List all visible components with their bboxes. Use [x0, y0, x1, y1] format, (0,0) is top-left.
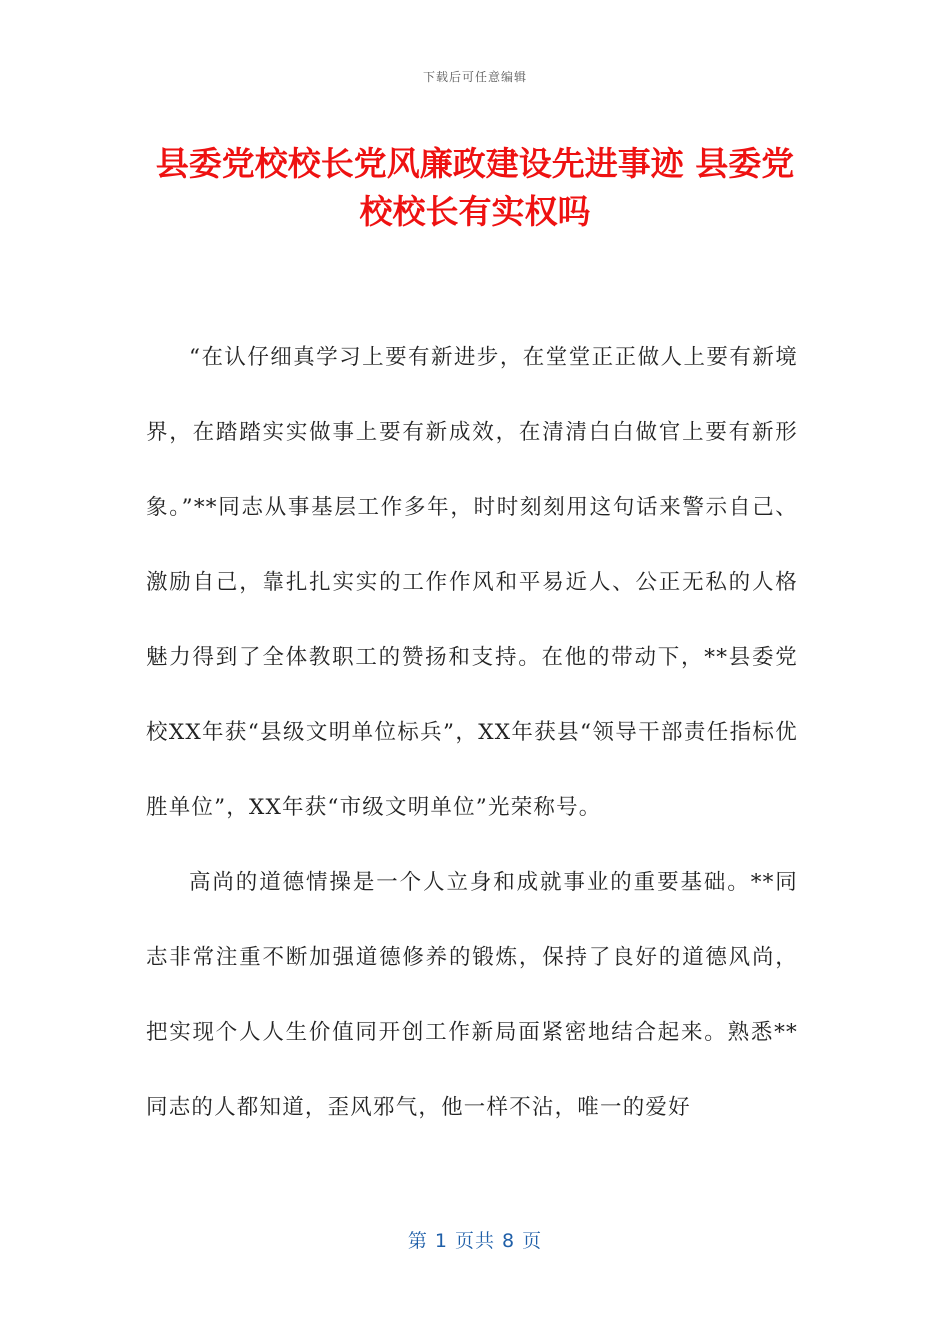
header-note: 下载后可任意编辑	[422, 70, 527, 84]
document-title: 县委党校校长党风廉政建设先进事迹 县委党校校长有实权吗	[155, 144, 795, 231]
page-number-footer: 第 1 页共 8 页	[407, 1230, 543, 1252]
paragraph: “在认仔细真学习上要有新进步，在堂堂正正做人上要有新境界，在踏踏实实做事上要有新成效，在清清白白做官上要有新形象。”**同志从事基层工作多年，时时刻刻用这句话来警示自己、激励自己，靠扎扎实实的工作作风和平易近人、公正无私的人格魅力得到了全体教职工的赞扬和支持。在他的带动下，**县委党校XX年获“县级文明单位标兵”，XX年获县“领导干部责任指标优胜单位”，XX年获“市级文明单位”光荣称号。	[146, 345, 798, 820]
document-body	[146, 320, 798, 1145]
paragraph: 高尚的道德情操是一个人立身和成就事业的重要基础。**同志非常注重不断加强道德修养的锻炼，保持了良好的道德风尚，把实现个人人生价值同开创工作新局面紧密地结合起来。熟悉**同志的人都知道，歪风邪气，他一样不沾，唯一的爱好	[146, 870, 798, 1120]
